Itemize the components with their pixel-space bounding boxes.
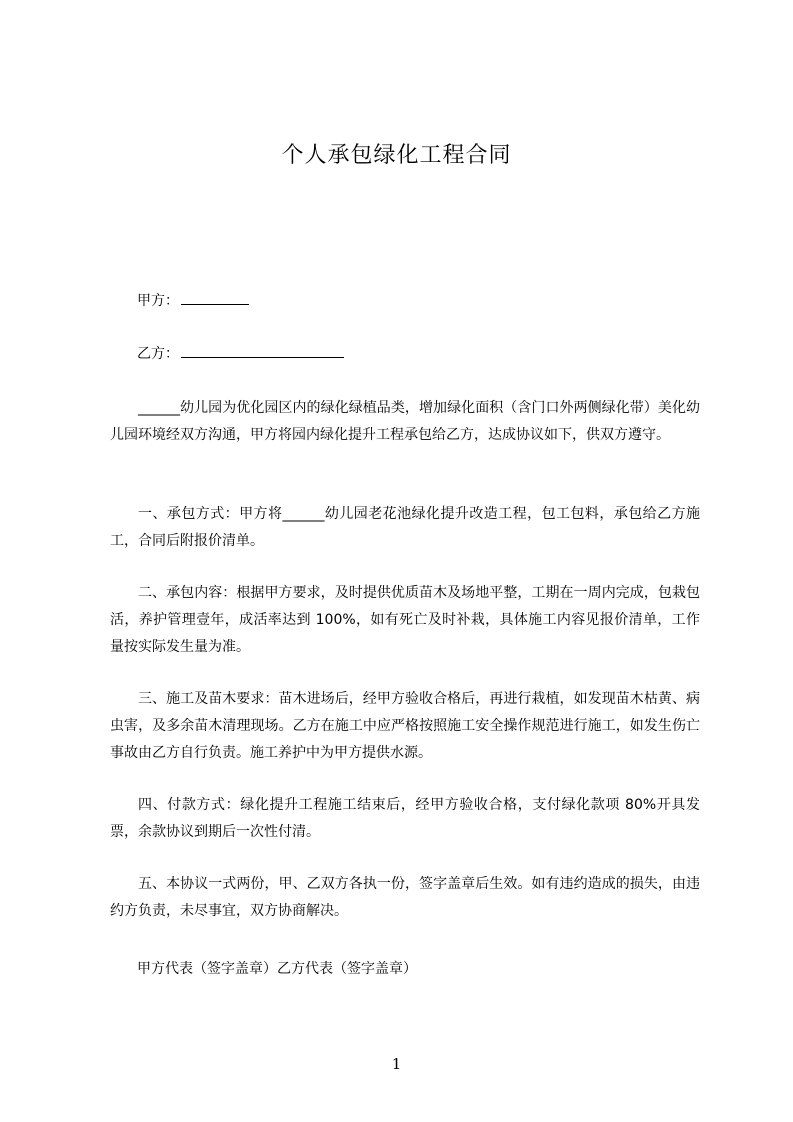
party-b-label: 乙方： [137,346,179,362]
paragraph-intro [110,395,700,449]
party-b-line [137,343,344,364]
paragraph-contract-content [110,580,700,661]
paragraph-contract-method [110,501,700,555]
page-number: 1 [391,1055,402,1073]
paragraph-text: 五、本协议一式两份，甲、乙双方各执一份，签字盖章后生效。如有违约造成的损失，由违约方负责，未尽事宜，双方协商解决。 [110,876,700,919]
kindergarten-name-blank[interactable]: ______ [282,506,325,522]
party-b-blank[interactable] [181,343,344,358]
paragraph-text: 幼儿园老花池绿化提升改造工程，包工包料，承包给乙方施工，合同后附报价清单。 [110,506,700,549]
party-a-line [137,290,249,311]
party-a-blank[interactable] [181,290,249,305]
paragraph-text: 幼儿园为优化园区内的绿化绿植品类，增加绿化面积（含门口外两侧绿化带）美化幼儿园环境经双方沟通，甲方将园内绿化提升工程承包给乙方，达成协议如下，供双方遵守。 [110,400,700,443]
paragraph-effectiveness [110,871,700,925]
paragraph-text: 三、施工及苗木要求：苗木进场后，经甲方验收合格后，再进行栽植，如发现苗木枯黄、病虫害，及多余苗木清理现场。乙方在施工中应严格按照施工安全操作规范进行施工，如发生伤亡事故由乙方自行负责。施工养护中为甲方提供水源。 [110,691,700,761]
paragraph-text: 四、付款方式：绿化提升工程施工结束后，经甲方验收合格，支付绿化款项 80%开具发票，余款协议到期后一次性付清。 [110,797,700,840]
paragraph-prefix: 一、承包方式：甲方将 [138,506,283,522]
paragraph-payment [110,792,700,846]
document-title: 个人承包绿化工程合同 [281,143,512,168]
paragraph-construction-requirements [110,686,700,767]
kindergarten-name-blank[interactable]: ______ [138,400,180,416]
signature-line: 甲方代表（签字盖章）乙方代表（签字盖章） [137,961,417,977]
paragraph-text: 二、承包内容：根据甲方要求，及时提供优质苗木及场地平整，工期在一周内完成，包栽包活，养护管理壹年，成活率达到 100%，如有死亡及时补栽，具体施工内容见报价清单，工作量按实际发生量为准。 [110,585,700,655]
party-a-label: 甲方： [137,293,179,309]
